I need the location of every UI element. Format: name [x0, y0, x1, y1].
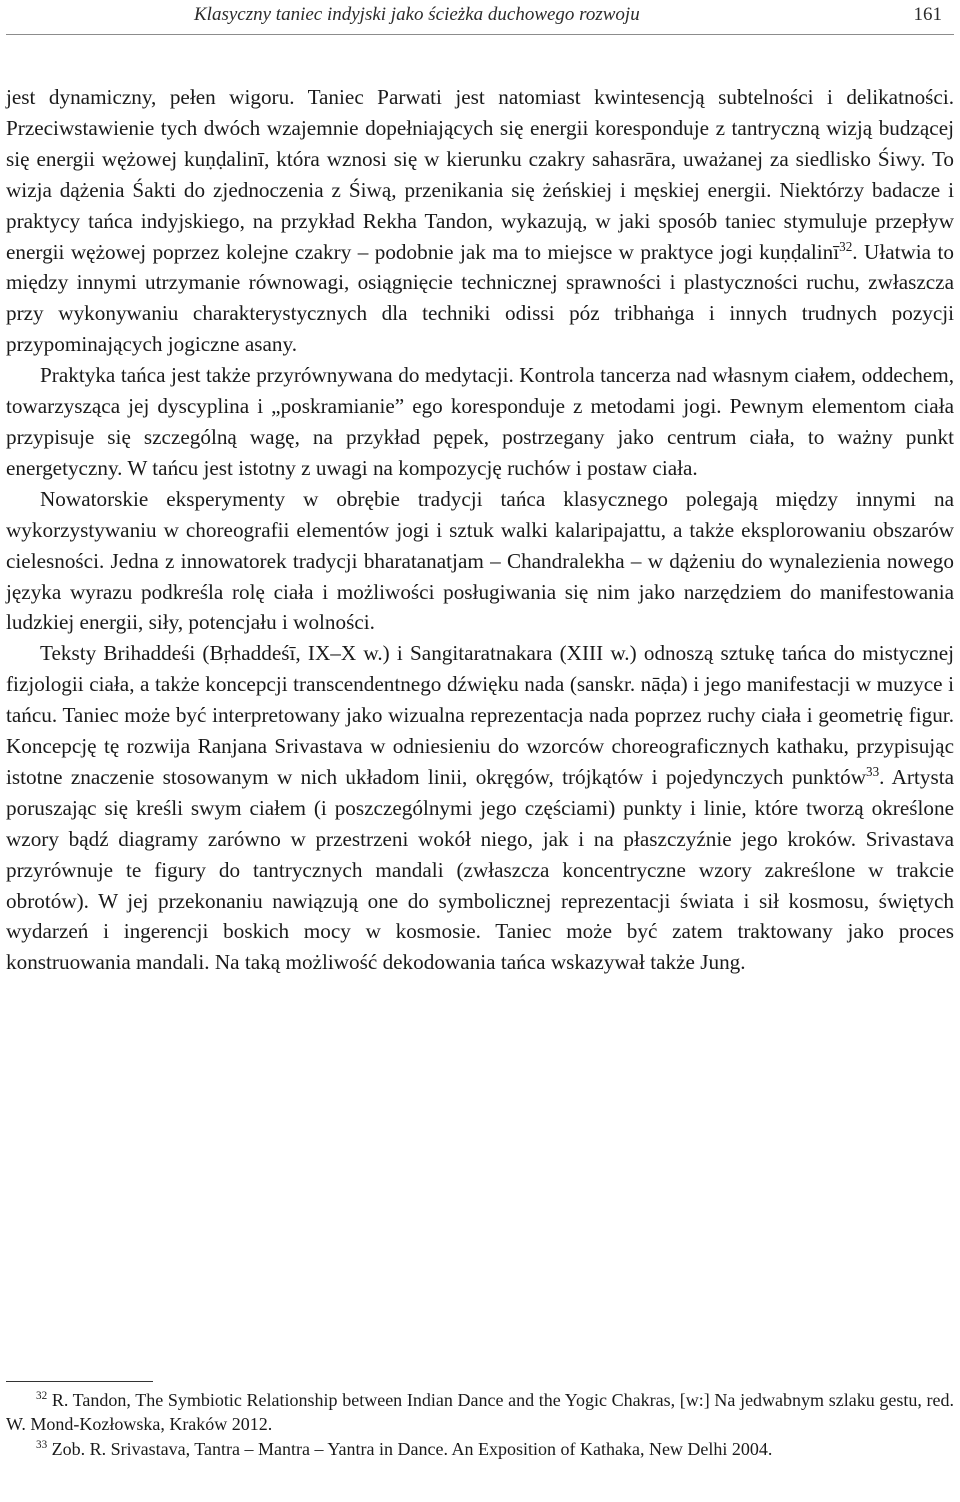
footnote-number: 33	[36, 1438, 48, 1451]
footnote-text: Zob. R. Srivastava, Tantra – Mantra – Yantra in Dance. An Exposition of Kathaka, New Delhi 2004.	[51, 1438, 773, 1459]
paragraph-2	[6, 360, 954, 484]
body-text	[6, 82, 954, 978]
paragraph-4-text: Teksty Brihaddeśi (Bṛhaddeśī, IX–X w.) i Sangitaratnakara (XIII w.) odnoszą sztukę tańca do mistycznej fizjologii ciała, a także koncepcji transcendentnego dźwięku nada (sanskr. nāḍa) i jego manifestacji w muzyce i tańcu. Taniec może być interpretowany jako wizualna reprezentacja nada poprzez ruchy ciała i geometrię figur. Koncepcję tę rozwija Ranjana Srivastava w odniesieniu do wzorców choreograficznych kathaku, przypisując istotne znaczenie stosowanym w nich układom linii, okręgów, trójkątów i pojedynczych punktów	[6, 641, 954, 789]
footnote-ref-33[interactable]: 33	[866, 763, 880, 779]
footnote-ref-32[interactable]: 32	[839, 238, 853, 254]
footnotes	[6, 1388, 954, 1461]
paragraph-3	[6, 484, 954, 639]
paragraph-4-tail: . Artysta poruszając się kreśli swym ciałem (i poszczególnymi jego częściami) punkty i linie, które tworzą określone wzory bądź diagramy zarówno w przestrzeni wokół niego, jak i na płaszczyźnie jego kroków. Srivastava przyrównuje te figury do tantrycznych mandali (zwłaszcza koncentryczne wzory zakreślone w trakcie obrotów). W jej przekonaniu nawiązują one do symbolicznej reprezentacji świata i sił kosmosu, świętych wydarzeń i ingerencji boskich mocy w kosmosie. Taniec może być zatem traktowany jako proces konstruowania mandali. Na taką możliwość dekodowania tańca wskazywał także Jung.	[6, 764, 954, 975]
paragraph-4	[6, 638, 954, 978]
footnote-33	[6, 1437, 954, 1461]
paragraph-1-tail: . Ułatwia to między innymi utrzymanie równowagi, osiągnięcie technicznej sprawności i plastyczności ruchu, zwłaszcza przy wykonywaniu charakterystycznych dla techniki odissi póz tribhaṅga i innych trudnych pozycji przypominających jogiczne asany.	[6, 239, 954, 357]
footnote-text: R. Tandon, The Symbiotic Relationship between Indian Dance and the Yogic Chakras, [w:] Na jedwabnym szlaku gestu, red. W. Mond-Kozłowska, Kraków 2012.	[6, 1390, 955, 1435]
paragraph-2-text: Praktyka tańca jest także przyrównywana do medytacji. Kontrola tancerza nad własnym ciałem, oddechem, towarzysząca jej dyscyplina i „poskramianie” ego koresponduje z metodami jogi. Pewnym elementom ciała przypisuje się szczególną wagę, na przykład pępek, postrzegany jako centrum ciała, to ważny punkt energetyczny. W tańcu jest istotny z uwagi na kompozycję ruchów i postaw ciała.	[6, 363, 954, 480]
running-title: Klasyczny taniec indyjski jako ścieżka duchowego rozwoju	[194, 4, 640, 25]
running-header	[6, 0, 954, 35]
footnote-number: 32	[36, 1390, 48, 1403]
footnote-32	[6, 1388, 954, 1437]
paragraph-3-text: Nowatorskie eksperymenty w obrębie tradycji tańca klasycznego polegają między innymi na wykorzystywaniu w choreografii elementów jogi i sztuk walki kalaripajattu, a także eksplorowaniu obszarów cielesności. Jedna z innowatorek tradycji bharatanatjam – Chandralekha – w dążeniu do wynalezienia nowego języka wyrazu podkreśla rolę ciała i możliwości posługiwania się nim jako narzędziem do manifestowania ludzkiej energii, siły, potencjału i wolności.	[6, 486, 954, 635]
paragraph-1	[6, 82, 954, 360]
footnote-divider	[6, 1381, 153, 1382]
paragraph-1-text: jest dynamiczny, pełen wigoru. Taniec Parwati jest natomiast kwintesencją subtelności i delikatności. Przeciwstawienie tych dwóch wzajemnie dopełniających się energii koresponduje z tantryczną wizją budzącej się energii wężowej kuṇḍalinī, która wznosi się w kierunku czakry sahasrāra, uważanej za siedlisko Śiwy. To wizja dążenia Śakti do zjednoczenia z Śiwą, przenikania się żeńskiej i męskiej energii. Niektórzy badacze i praktycy tańca indyjskiego, na przykład Rekha Tandon, wykazują, w jaki sposób taniec stymuluje przepływ energii wężowej poprzez kolejne czakry – podobnie jak ma to miejsce w praktyce jogi kuṇḍalinī	[6, 85, 954, 264]
page-number: 161	[913, 4, 942, 25]
